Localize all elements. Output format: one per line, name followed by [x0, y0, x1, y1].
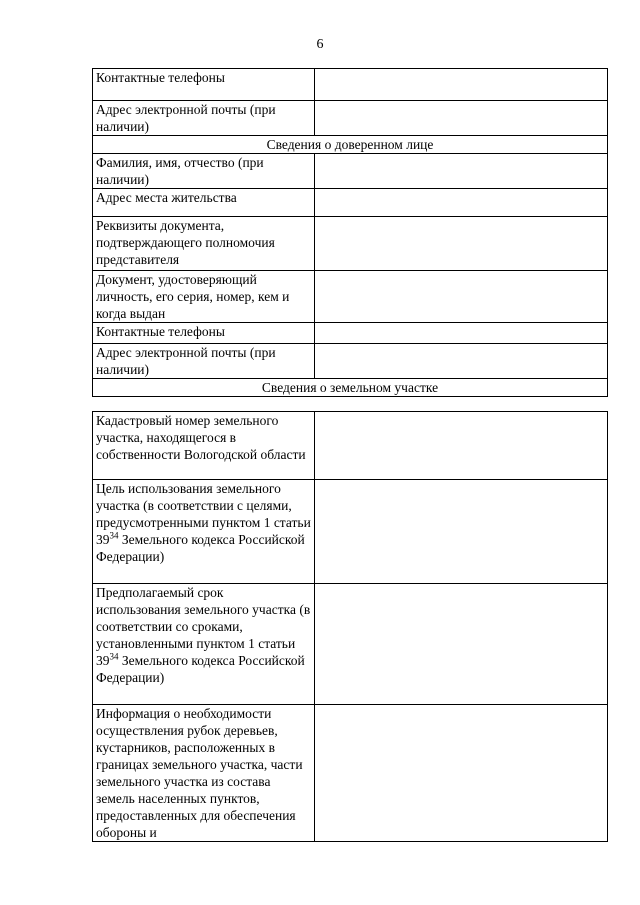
land-plot-info-table [92, 411, 608, 842]
field-value-cell[interactable] [315, 217, 608, 271]
field-label: Адрес электронной почты (при наличии) [93, 344, 315, 379]
superscript-number: 34 [109, 651, 119, 662]
field-label [93, 584, 315, 705]
field-value-cell[interactable] [315, 189, 608, 217]
field-label: Контактные телефоны [93, 323, 315, 344]
form-row [93, 217, 608, 271]
field-label: Адрес места жительства [93, 189, 315, 217]
form-row [93, 412, 608, 480]
field-value-cell[interactable] [315, 323, 608, 344]
field-label: Документ, удостоверяющий личность, его серия, номер, кем и когда выдан [93, 271, 315, 323]
field-value-cell[interactable] [315, 584, 608, 705]
form-row [93, 101, 608, 136]
form-row [93, 323, 608, 344]
trustee-info-table [92, 68, 608, 397]
field-label-text: Цель использования земельного участка (в соответствии с целями, предусмотренными пунктом 1 статьи 39 [96, 481, 311, 547]
section-header-row [93, 136, 608, 154]
form-row [93, 271, 608, 323]
field-label-text: Предполагаемый срок использования земельного участка (в соответствии со сроками, установленными пунктом 1 статьи 39 [96, 585, 311, 668]
land-plot-info-table-body [93, 412, 608, 842]
form-row [93, 69, 608, 101]
superscript-number: 34 [109, 530, 119, 541]
field-label-text: Земельного кодекса Российской Федерации) [96, 653, 305, 685]
trustee-info-table-body [93, 69, 608, 397]
form-row [93, 705, 608, 842]
form-row [93, 344, 608, 379]
form-row [93, 189, 608, 217]
field-label: Реквизиты документа, подтверждающего полномочия представителя [93, 217, 315, 271]
field-value-cell[interactable] [315, 705, 608, 842]
field-label [93, 480, 315, 584]
field-label: Фамилия, имя, отчество (при наличии) [93, 154, 315, 189]
field-value-cell[interactable] [315, 412, 608, 480]
field-label: Кадастровый номер земельного участка, находящегося в собственности Вологодской области [93, 412, 315, 480]
form-row [93, 154, 608, 189]
field-value-cell[interactable] [315, 69, 608, 101]
section-title: Сведения о земельном участке [93, 379, 608, 397]
page-number: 6 [316, 37, 324, 52]
field-label: Контактные телефоны [93, 69, 315, 101]
section-title: Сведения о доверенном лице [93, 136, 608, 154]
field-value-cell[interactable] [315, 480, 608, 584]
field-value-cell[interactable] [315, 154, 608, 189]
field-value-cell[interactable] [315, 101, 608, 136]
field-label: Адрес электронной почты (при наличии) [93, 101, 315, 136]
field-label: Информация о необходимости осуществления рубок деревьев, кустарников, расположенных в границах земельного участка, части земельного участка из состава земель населенных пунктов, предоставленных для обеспечения обороны и [93, 705, 315, 842]
field-label-text: Земельного кодекса Российской Федерации) [96, 532, 305, 564]
field-value-cell[interactable] [315, 271, 608, 323]
form-row [93, 480, 608, 584]
form-row [93, 584, 608, 705]
section-header-row [93, 379, 608, 397]
field-value-cell[interactable] [315, 344, 608, 379]
